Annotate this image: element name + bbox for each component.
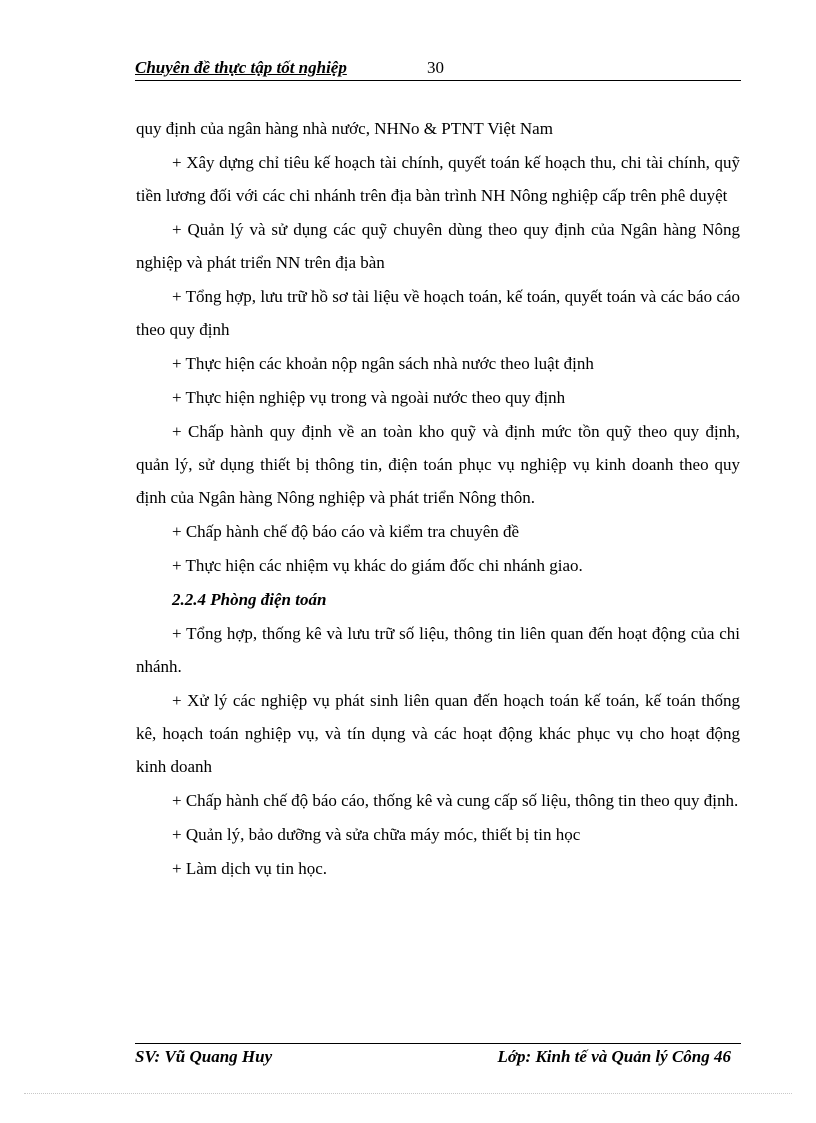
paragraph-bullet: + Chấp hành chế độ báo cáo và kiểm tra chuyên đề — [172, 522, 520, 541]
paragraph-bullet: + Xây dựng chỉ tiêu kế hoạch tài chính, quyết toán kế hoạch thu, chi tài chính, quỹ tiền lương đối với các chi nhánh trên địa bàn trình NH Nông nghiệp cấp trên phê duyệt — [136, 153, 740, 205]
paragraph-bullet: + Xử lý các nghiệp vụ phát sinh liên quan đến hoạch toán kế toán, kế toán thống kê, hoạch toán nghiệp vụ, và tín dụng và các hoạt động khác phục vụ cho hoạt động kinh doanh — [136, 691, 740, 776]
page-footer — [135, 1043, 741, 1070]
section-heading: 2.2.4 Phòng điện toán — [172, 590, 327, 609]
footer-class: Lớp: Kinh tế và Quản lý Công 46 — [497, 1047, 731, 1066]
paragraph-bullet: + Chấp hành chế độ báo cáo, thống kê và cung cấp số liệu, thông tin theo quy định. — [172, 791, 739, 810]
document-body — [136, 112, 740, 886]
paragraph-bullet: + Thực hiện các nhiệm vụ khác do giám đốc chi nhánh giao. — [172, 556, 583, 575]
paragraph-continuation: quy định của ngân hàng nhà nước, NHNo & PTNT Việt Nam — [136, 119, 553, 138]
paragraph-bullet: + Làm dịch vụ tin học. — [172, 859, 328, 878]
paragraph-bullet: + Tổng hợp, thống kê và lưu trữ số liệu, thông tin liên quan đến hoạt động của chi nhánh. — [136, 624, 740, 676]
page-number: 30 — [427, 58, 444, 77]
paragraph-bullet: + Tổng hợp, lưu trữ hồ sơ tài liệu về hoạch toán, kế toán, quyết toán và các báo cáo theo quy định — [136, 287, 740, 339]
paragraph-bullet: + Thực hiện các khoản nộp ngân sách nhà nước theo luật định — [172, 354, 594, 373]
paragraph-bullet: + Quản lý và sử dụng các quỹ chuyên dùng theo quy định của Ngân hàng Nông nghiệp và phát triển NN trên địa bàn — [136, 220, 740, 272]
header-title: Chuyên đề thực tập tốt nghiệp — [135, 58, 347, 77]
footer-student: SV: Vũ Quang Huy — [135, 1047, 273, 1066]
paragraph-bullet: + Chấp hành quy định về an toàn kho quỹ và định mức tồn quỹ theo quy định, quản lý, sử dụng thiết bị thông tin, điện toán phục vụ nghiệp vụ kinh doanh theo quy định của Ngân hàng Nông nghiệp và phát triển Nông thôn. — [136, 422, 740, 507]
paragraph-bullet: + Quản lý, bảo dưỡng và sửa chữa máy móc, thiết bị tin học — [172, 825, 581, 844]
paragraph-bullet: + Thực hiện nghiệp vụ trong và ngoài nước theo quy định — [172, 388, 566, 407]
page-bottom-divider — [24, 1093, 792, 1094]
page-header — [135, 58, 741, 81]
